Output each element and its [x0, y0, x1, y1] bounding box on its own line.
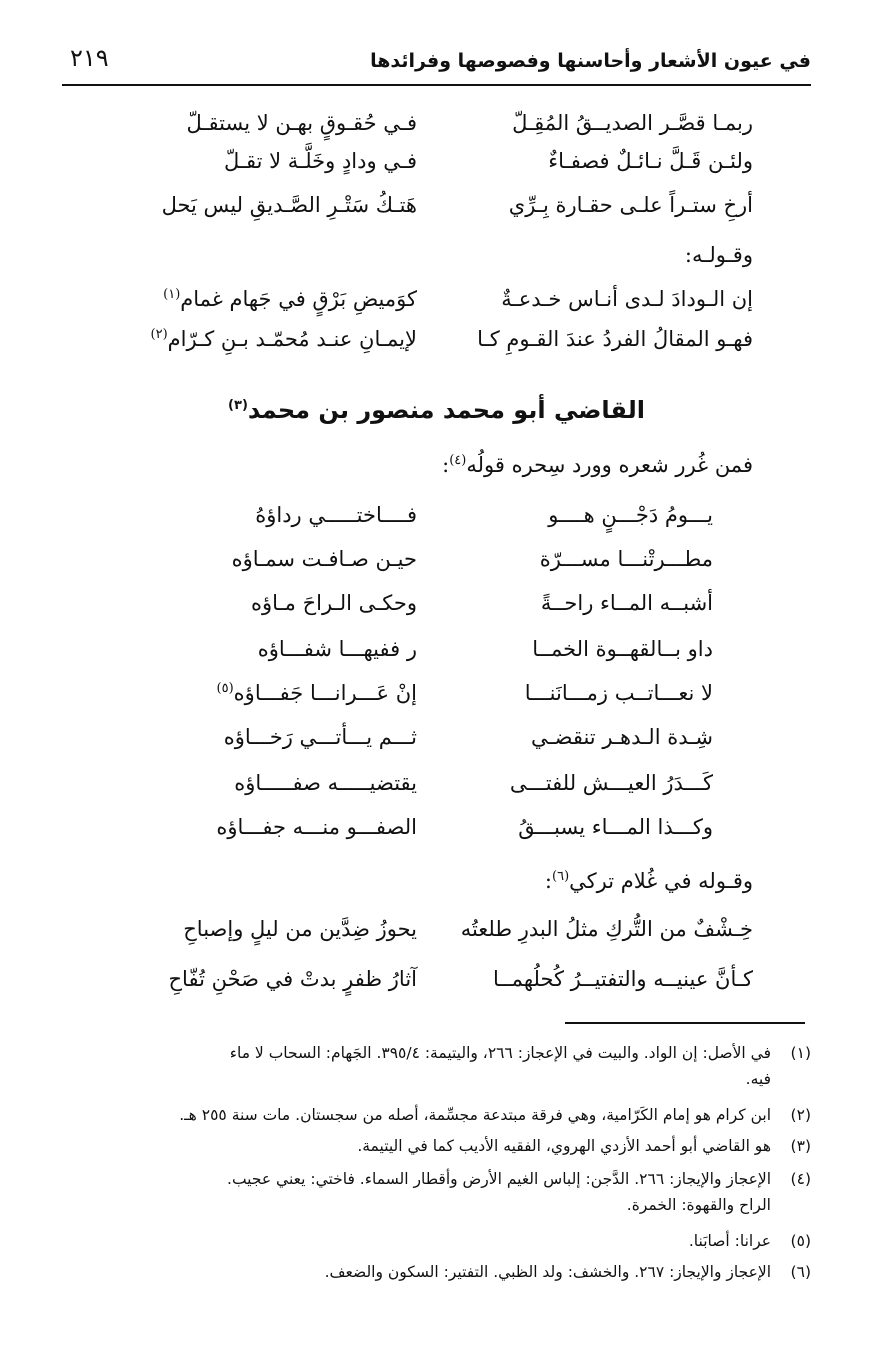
running-header [62, 40, 811, 86]
second-hemistich: فـي حُقـوقٍ بهـن لا يستقـلّ [186, 111, 417, 135]
second-hemistich: حيـن صـافـت سمـاؤه [231, 547, 417, 571]
footnote-ref: (٢) [150, 327, 168, 342]
verse [0, 674, 873, 712]
verse [0, 540, 873, 578]
footnote-text: الإعجاز والإيجاز: ٢٦٧. والخشف: ولد الظبي. التفتير: السكون والضعف. [324, 1263, 771, 1281]
second-hemistich: يحوزُ ضِدَّين من ليلٍ وإصباحِ [183, 917, 417, 941]
footnote [61, 1259, 811, 1285]
footnote-number: (٤) [790, 1170, 811, 1188]
second-hemistich: فـي ودادٍ وخَلَّـة لا تقـلّ [223, 149, 417, 173]
footnote [61, 1133, 811, 1159]
footnote [61, 1040, 811, 1092]
second-hemistich: آثارُ ظفرٍ بدتْ في صَحْنِ تُفّاحِ [168, 967, 417, 991]
second-hemistich: وحكـى الـراحَ مـاؤه [250, 591, 417, 615]
footnote-continuation: فيه. [745, 1070, 771, 1088]
verse [0, 320, 873, 358]
second-hemistich: ر ففيهـــا شفـــاؤه [257, 637, 417, 661]
first-hemistich: مطـــرتْنـــا مســـرّة [539, 547, 713, 571]
footnote-ref: (٦) [552, 869, 570, 884]
first-hemistich: وكـــذا المـــاء يسبـــقُ [518, 815, 713, 839]
verse [0, 764, 873, 802]
second-hemistich: الصفـــو منـــه جفـــاؤه [216, 815, 417, 839]
page-number: ٢١٩ [70, 44, 109, 72]
second-hemistich: كوَميضِ بَرْقٍ في جَهام غمام$^{(١)}$ [163, 287, 417, 311]
footnote-text: هو القاضي أبو أحمد الأزدي الهروي، الفقيه الأديب كما في اليتيمة. [357, 1137, 771, 1155]
second-hemistich: فــــاختـــــي رداؤهُ [255, 503, 417, 527]
first-hemistich: كَـــدَرُ العيـــش للفتـــى [509, 771, 713, 795]
second-hemistich: إنْ عَـــرانـــا جَفـــاؤه$^{(٥)}$ [216, 681, 417, 705]
footnote [61, 1228, 811, 1254]
first-hemistich: داو بــالقهــوة الخمــا [532, 637, 713, 661]
verse [0, 630, 873, 668]
first-hemistich: إن الـودادَ لـدى أنـاس خـدعـةٌ [501, 287, 753, 311]
first-hemistich: ربمـا قصَّـر الصديــقُ المُقِـلّ [512, 111, 753, 135]
first-hemistich: يـــومُ دَجْـــنٍ هــــو [548, 503, 713, 527]
footnote-number: (٣) [790, 1137, 811, 1155]
footnote-ref: (٣) [228, 398, 248, 413]
verse [0, 280, 873, 318]
verse [0, 910, 873, 948]
verse [0, 584, 873, 622]
second-hemistich: ثـــم يـــأتـــي رَخـــاؤه [223, 725, 417, 749]
footnote-text: عرانا: أصابَنا. [688, 1232, 771, 1250]
verse [0, 142, 873, 180]
section-heading: القاضي أبو محمد منصور بن محمد$^{(٣)}$ [228, 396, 645, 424]
first-hemistich: ولئـن قَـلَّ نـائـلٌ فصفـاءٌ [548, 149, 753, 173]
first-hemistich: أرخِ ستـراً علـى حقـارة بِـرِّي [508, 193, 753, 217]
verse [0, 104, 873, 142]
footnote [61, 1166, 811, 1218]
footnote [61, 1102, 811, 1128]
footnote-ref: (٥) [216, 681, 234, 696]
header-title: في عيون الأشعار وأحاسنها وفصوصها وفرائدها [370, 50, 811, 72]
footnote-text: الإعجاز والإيجاز: ٢٦٦. الدَّجن: إلباس الغيم الأرض وأقطار السماء. فاختي: يعني عجيب. [227, 1170, 771, 1188]
intro-line: وقـوله في غُلام تركي$^{(٦)}$: [544, 869, 753, 893]
footnote-text: ابن كرام هو إمام الكَرّامية، وهي فرقة مبتدعة مجسِّمة، أصله من سجستان. مات سنة ٢٥٥ هـ. [179, 1106, 771, 1124]
footnote-continuation: الراح والقهوة: الخمرة. [626, 1196, 771, 1214]
footnote-number: (٦) [790, 1263, 811, 1281]
verse [0, 186, 873, 224]
verse [0, 808, 873, 846]
first-hemistich: فهـو المقالُ الفردُ عندَ القـومِ كـا [477, 327, 753, 351]
verse [0, 496, 873, 534]
verse [0, 960, 873, 998]
first-hemistich: لا نعـــاتــب زمـــانَنـــا [524, 681, 713, 705]
footnote-text: في الأصل: إن الواد. والبيت في الإعجاز: ٢٦٦، واليتيمة: ٣٩٥/٤. الجَهام: السحاب لا ماء [229, 1044, 771, 1062]
first-hemistich: أشبــه المــاء راحــةً [540, 591, 713, 615]
first-hemistich: كـأنَّ عينيــه والتفتيــرُ كُحلُهمــا [492, 967, 753, 991]
second-hemistich: هَتـكُ سَتْـرِ الصَّـديقِ ليس يَحل [161, 193, 417, 217]
first-hemistich: خِـشْفٌ من التُّركِ مثلُ البدرِ طلعتُه [460, 917, 753, 941]
verse [0, 718, 873, 756]
footnote-number: (١) [790, 1044, 811, 1062]
intro-line: وقـولـه: [684, 243, 753, 267]
first-hemistich: شِـدة الـدهـر تنقضـي [530, 725, 713, 749]
footnote-ref: (١) [163, 287, 181, 302]
footnote-number: (٢) [790, 1106, 811, 1124]
second-hemistich: يقتضيـــــه صفـــــاؤه [234, 771, 417, 795]
footnote-divider [565, 1022, 805, 1024]
footnote-ref: (٤) [449, 453, 467, 468]
intro-line: فمن غُرر شعره وورد سِحره قولُه$^{(٤)}$: [442, 453, 753, 477]
second-hemistich: لإيمـانِ عنـد مُحمّـد بـنِ كـرّام$^{(٢)}$ [150, 327, 417, 351]
footnote-number: (٥) [790, 1232, 811, 1250]
